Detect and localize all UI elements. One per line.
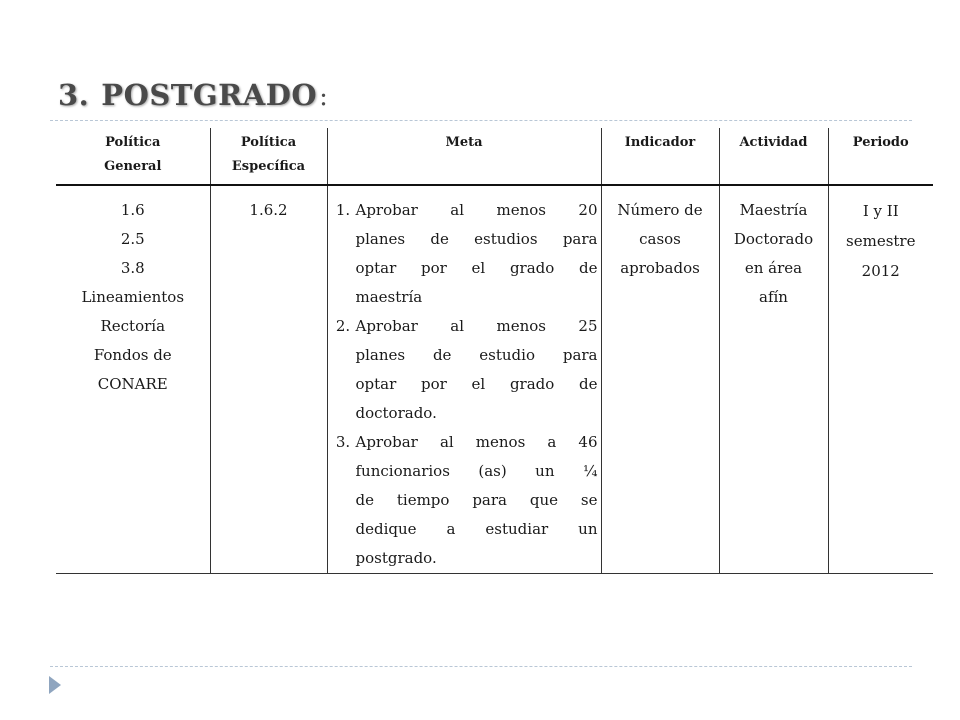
cell-actividad: Maestría Doctorado en área afín	[719, 185, 828, 574]
slide-arrow-icon	[49, 676, 61, 694]
table-header-row	[56, 128, 933, 185]
header-politica-especifica: Política Específica	[210, 128, 327, 185]
header-actividad: Actividad	[719, 128, 828, 185]
page-title	[58, 78, 328, 112]
cell-meta	[327, 185, 601, 574]
section-title-text: POSTGRADO	[101, 78, 318, 112]
cell-periodo: I y II semestre 2012	[828, 185, 933, 574]
header-politica-general: Política General	[56, 128, 210, 185]
header-indicador: Indicador	[601, 128, 719, 185]
postgrado-table	[56, 128, 933, 574]
top-divider	[50, 120, 912, 121]
section-number: 3.	[58, 78, 90, 112]
header-meta: Meta	[327, 128, 601, 185]
cell-politica-general: 1.6 2.5 3.8 Lineamientos Rectoría Fondos de CONARE	[56, 185, 210, 574]
cell-indicador: Número de casos aprobados	[601, 185, 719, 574]
table-row	[56, 185, 933, 574]
bottom-divider	[50, 666, 912, 667]
title-colon: :	[319, 82, 329, 112]
header-periodo: Periodo	[828, 128, 933, 185]
meta-item: 2. Aprobar al menos 25 planes de estudio para optar por el grado de doctorado.	[335, 317, 598, 422]
meta-item: 1. Aprobar al menos 20 planes de estudios para optar por el grado de maestría	[335, 201, 598, 306]
cell-politica-especifica: 1.6.2	[210, 185, 327, 574]
meta-item: 3. Aprobar al menos a 46 funcionarios (as) un ¼ de tiempo para que se dedique a estudiar un postgrado.	[335, 433, 598, 567]
